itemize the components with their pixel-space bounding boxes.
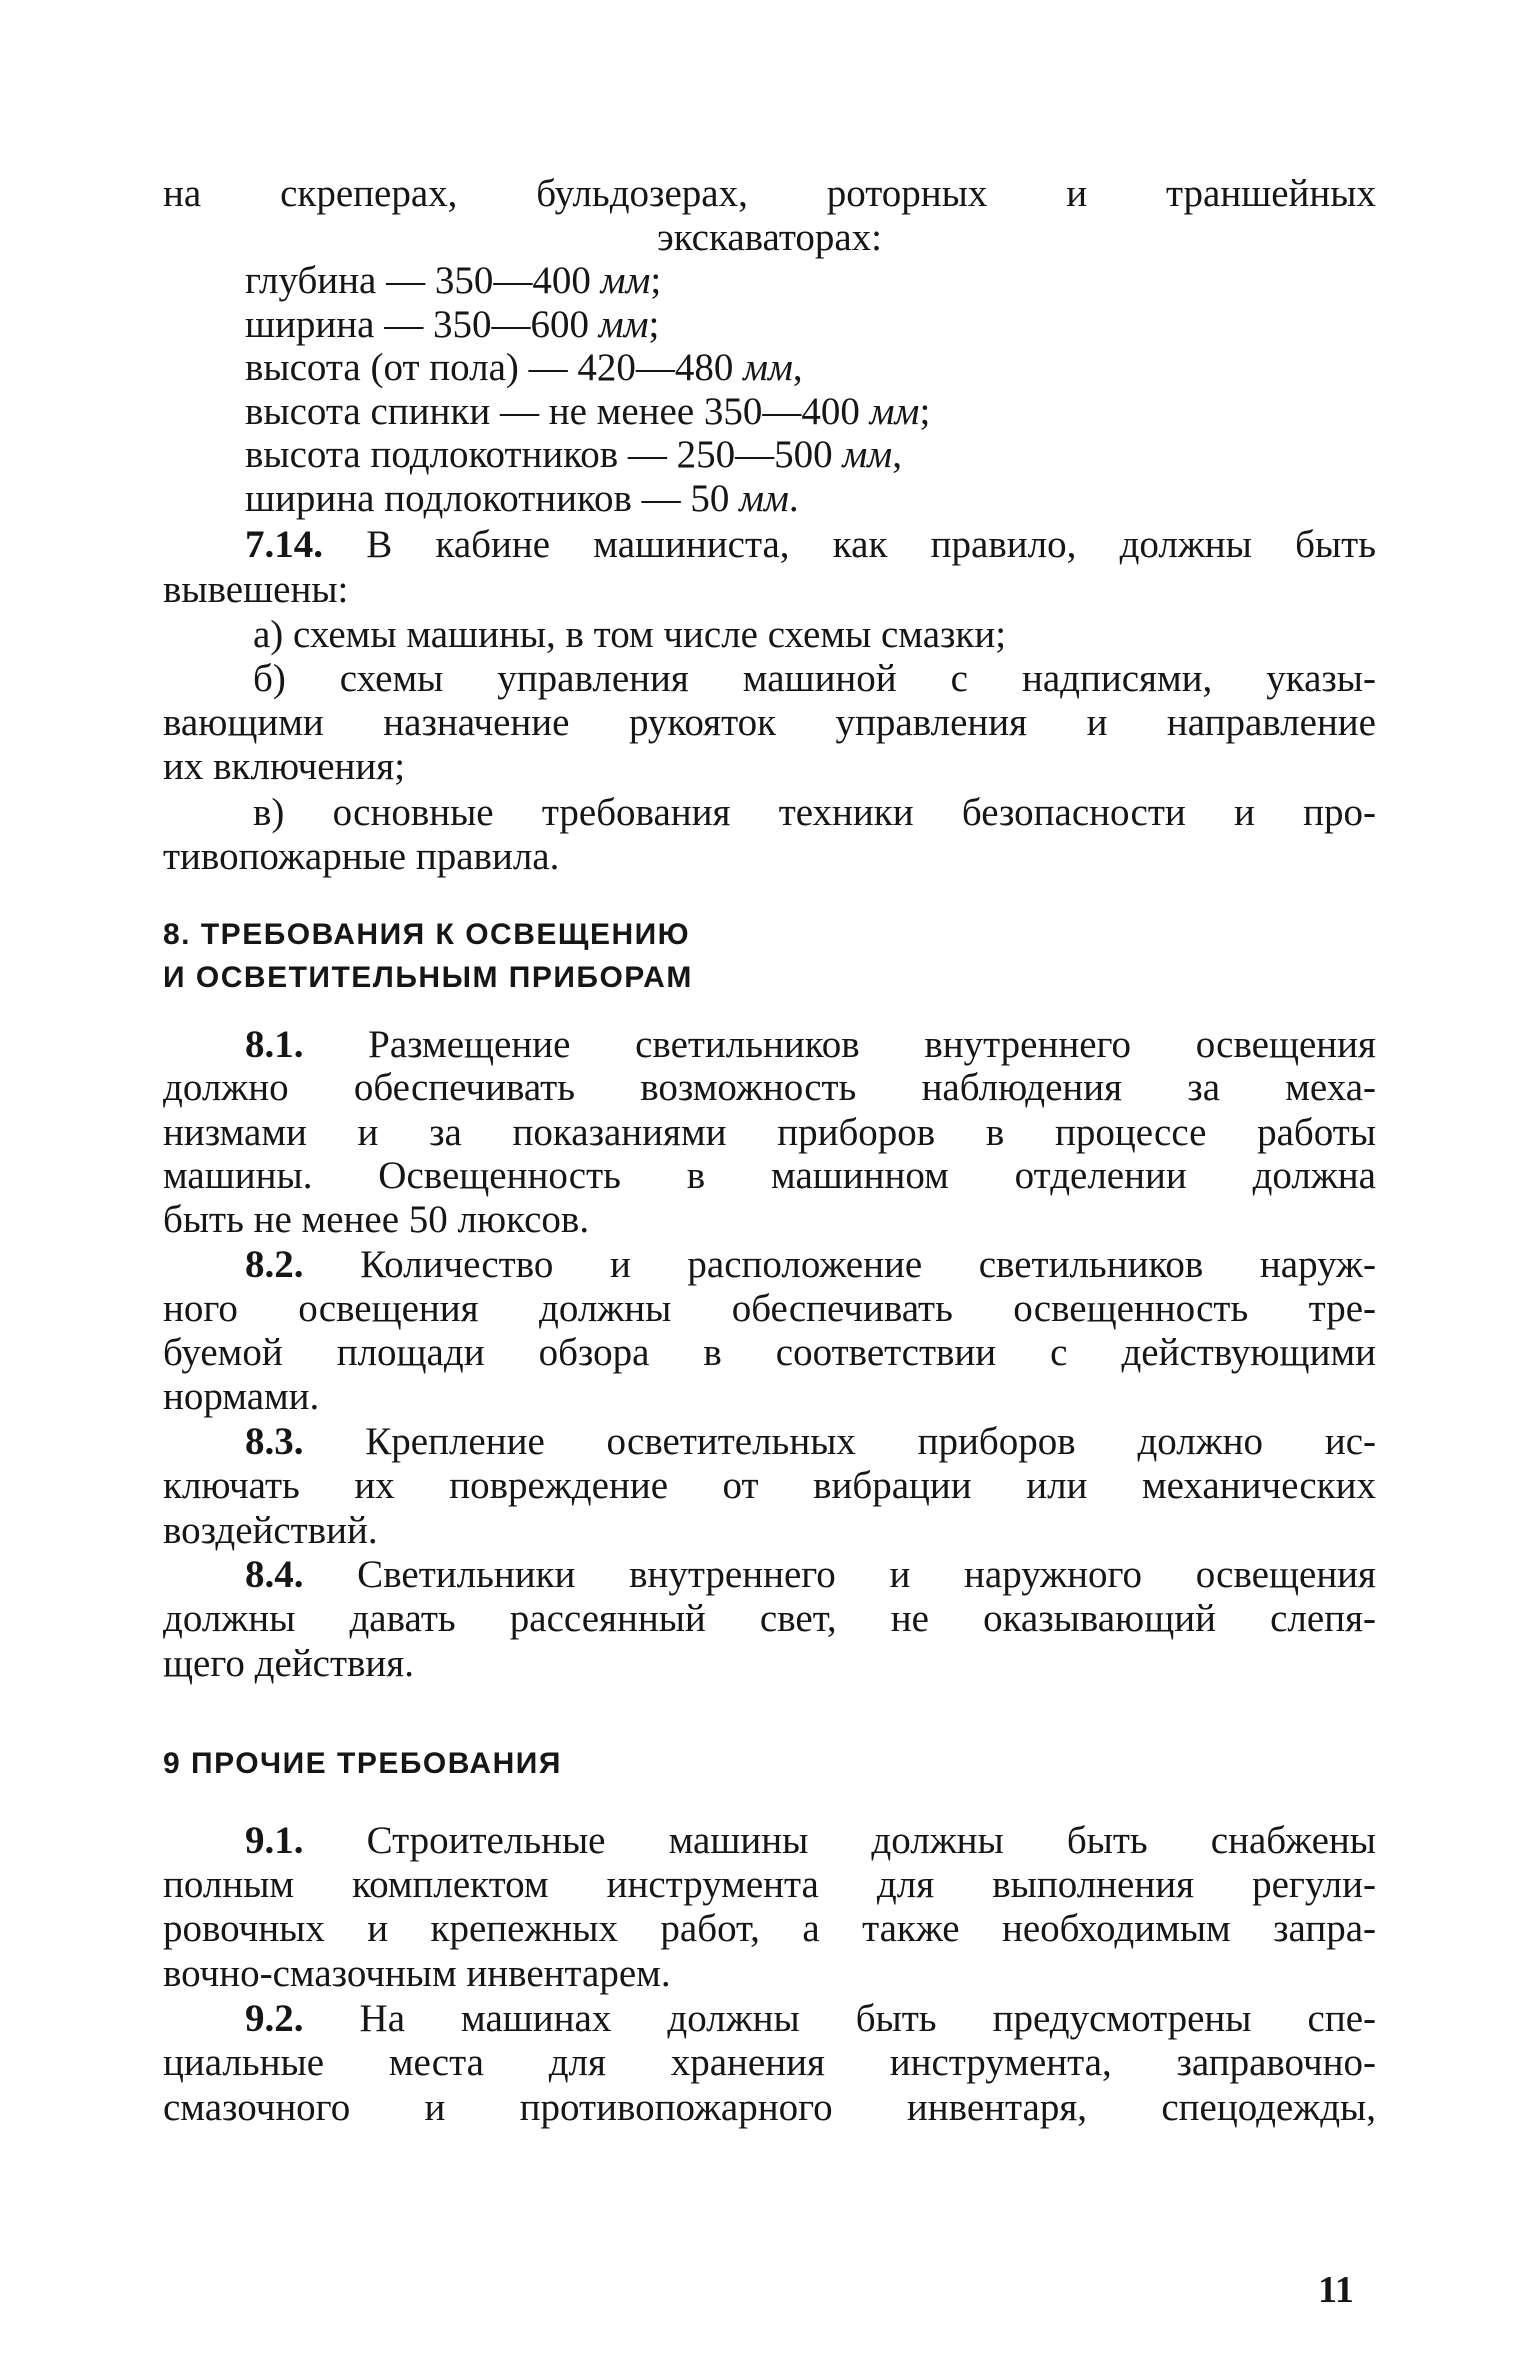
section-8-heading: 8. ТРЕБОВАНИЯ К ОСВЕЩЕНИЮ [163, 918, 691, 951]
paragraph-8-1-line: 8.1. Размещение светильников внутреннего освещения [245, 1023, 1376, 1066]
seat-dimension-depth: глубина — 350—400 мм; [245, 259, 662, 302]
text-line: быть не менее 50 люксов. [163, 1198, 590, 1241]
paragraph-number: 8.1. [245, 1023, 304, 1066]
paragraph-9-1-line: 9.1. Строительные машины должны быть снабжены [245, 1819, 1376, 1862]
paragraph-number: 7.14. [245, 523, 323, 566]
text-line: тивопожарные правила. [163, 835, 560, 878]
text-line: щего действия. [163, 1642, 414, 1685]
text-line: воздействий. [163, 1509, 378, 1552]
text-line: вающими назначение рукояток управления и направление [163, 701, 1376, 744]
text-line: ровочных и крепежных работ, а также необходимым запра- [163, 1907, 1376, 1950]
seat-dimension-armrest-height: высота подлокотников — 250—500 мм, [245, 433, 902, 476]
text-line: смазочного и противопожарного инвентаря, спецодежды, [163, 2086, 1376, 2129]
text-line: низмами и за показаниями приборов в процессе работы [163, 1111, 1376, 1154]
text-line: нормами. [163, 1375, 320, 1418]
paragraph-8-4-line: 8.4. Светильники внутреннего и наружного освещения [245, 1553, 1376, 1596]
seat-dimension-armrest-width: ширина подлокотников — 50 мм. [245, 477, 799, 520]
paragraph-number: 8.2. [245, 1243, 304, 1286]
list-item-a: а) схемы машины, в том числе схемы смазки; [253, 613, 1007, 656]
text-line: циальные места для хранения инструмента, заправочно- [163, 2041, 1376, 2084]
paragraph-number: 8.3. [245, 1420, 304, 1463]
text-line: на скреперах, бульдозерах, роторных и траншейных [163, 172, 1376, 215]
list-item-c: в) основные требования техники безопасности и про- [253, 791, 1376, 834]
section-8-heading-continued: И ОСВЕТИТЕЛЬНЫМ ПРИБОРАМ [163, 961, 693, 994]
text-line: полным комплектом инструмента для выполнения регули- [163, 1863, 1376, 1906]
text-line: их включения; [163, 745, 406, 788]
seat-dimension-height: высота (от пола) — 420—480 мм, [245, 346, 803, 389]
text-line: вывешены: [163, 568, 349, 611]
section-9-heading: 9 ПРОЧИЕ ТРЕБОВАНИЯ [163, 1747, 562, 1780]
text-line: вочно-смазочным инвентарем. [163, 1952, 671, 1995]
paragraph-8-2-line: 8.2. Количество и расположение светильников наруж- [245, 1243, 1376, 1286]
page-number: 11 [1318, 2269, 1354, 2311]
paragraph-number: 9.2. [245, 1997, 304, 2040]
paragraph-number: 8.4. [245, 1553, 304, 1596]
seat-dimension-width: ширина — 350—600 мм; [245, 303, 660, 346]
text-line: экскаваторах: [656, 216, 883, 259]
text-line: машины. Освещенность в машинном отделении должна [163, 1154, 1376, 1197]
paragraph-8-3-line: 8.3. Крепление осветительных приборов должно ис- [245, 1420, 1376, 1463]
text-line: ключать их повреждение от вибрации или механических [163, 1464, 1376, 1507]
text-line: буемой площади обзора в соответствии с действующими [163, 1331, 1376, 1374]
paragraph-number: 9.1. [245, 1819, 304, 1862]
list-item-b: б) схемы управления машиной с надписями, указы- [253, 657, 1376, 700]
text-line: должны давать рассеянный свет, не оказывающий слепя- [163, 1597, 1376, 1640]
paragraph-7-14-line: 7.14. В кабине машиниста, как правило, должны быть [245, 523, 1376, 566]
text-line: должно обеспечивать возможность наблюдения за меха- [163, 1066, 1376, 1109]
paragraph-9-2-line: 9.2. На машинах должны быть предусмотрены спе- [245, 1997, 1376, 2040]
seat-dimension-backrest: высота спинки — не менее 350—400 мм; [245, 390, 931, 433]
text-line: ного освещения должны обеспечивать освещенность тре- [163, 1287, 1376, 1330]
